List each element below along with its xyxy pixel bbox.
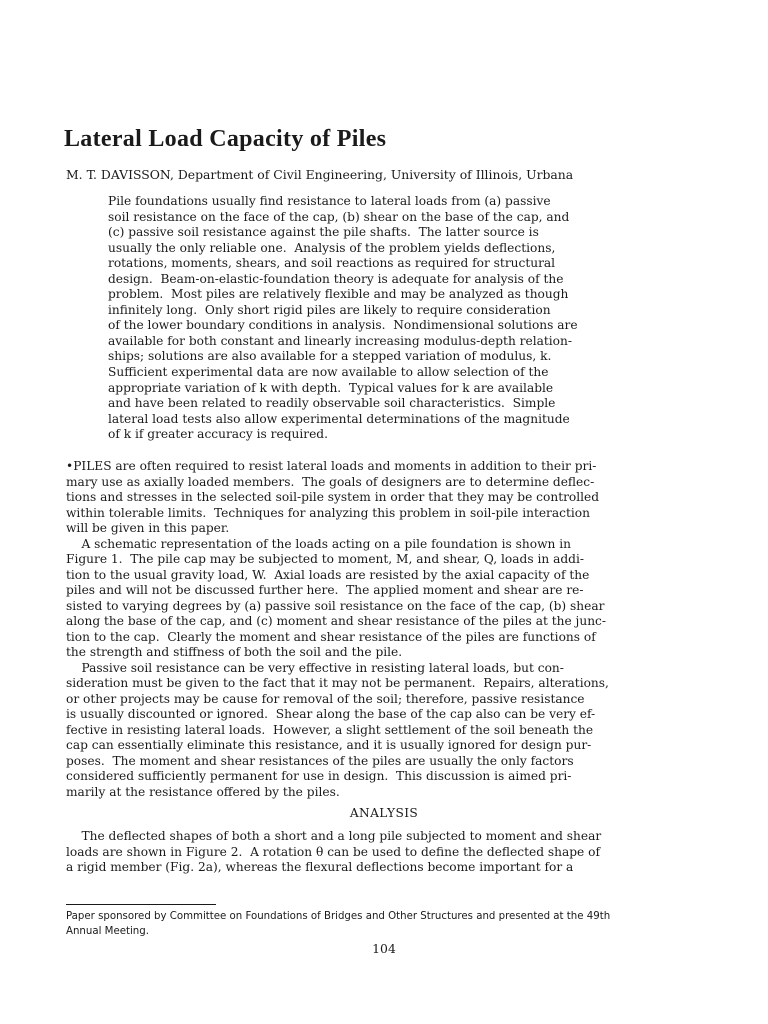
footnote-line: Paper sponsored by Committee on Foundations of Bridges and Other Structures and presented at the 49th xyxy=(66,911,611,922)
body-line: fective in resisting lateral loads. However, a slight settlement of the soil beneath the xyxy=(66,722,594,737)
body-line: cap can essentially eliminate this resistance, and it is usually ignored for design pur- xyxy=(66,738,592,752)
body-line: tions and stresses in the selected soil-pile system in order that they may be controlled xyxy=(66,490,600,504)
body-line: will be given in this paper. xyxy=(66,521,230,535)
abstract-line: soil resistance on the face of the cap, (b) shear on the base of the cap, and xyxy=(108,209,570,224)
body-line: within tolerable limits. Techniques for analyzing this problem in soil-pile interaction xyxy=(66,505,590,520)
body-line: A schematic representation of the loads acting on a pile foundation is shown in xyxy=(66,536,571,551)
body-line: considered sufficiently permanent for use in design. This discussion is aimed pri- xyxy=(66,769,572,783)
body-text xyxy=(66,459,702,800)
abstract-line: Pile foundations usually find resistance to lateral loads from (a) passive xyxy=(108,194,551,208)
abstract-line: problem. Most piles are relatively flexible and may be analyzed as though xyxy=(108,287,569,302)
abstract-line: lateral load tests also allow experimental determinations of the magnitude xyxy=(108,411,570,426)
abstract-line: available for both constant and linearly increasing modulus-depth relation- xyxy=(108,333,572,348)
abstract-line: and have been related to readily observable soil characteristics. Simple xyxy=(108,396,556,411)
abstract xyxy=(108,194,648,443)
body-line: Passive soil resistance can be very effective in resisting lateral loads, but con- xyxy=(66,660,564,675)
paper-title: Lateral Load Capacity of Piles xyxy=(64,126,387,152)
body-line: piles and will not be discussed further here. The applied moment and shear are re- xyxy=(66,583,584,597)
analysis-line: The deflected shapes of both a short and a long pile subjected to moment and shear xyxy=(66,829,602,843)
footnote-rule xyxy=(66,904,216,905)
abstract-line: rotations, moments, shears, and soil reactions as required for structural xyxy=(108,256,556,271)
body-line: sisted to varying degrees by (a) passive soil resistance on the face of the cap, (b) shear xyxy=(66,598,605,613)
abstract-line: design. Beam-on-elastic-foundation theory is adequate for analysis of the xyxy=(108,271,564,286)
section-heading: ANALYSIS xyxy=(349,806,419,820)
page-number: 104 xyxy=(372,941,396,956)
abstract-line: appropriate variation of k with depth. Typical values for k are available xyxy=(108,380,554,395)
analysis-text xyxy=(66,829,702,876)
body-line: mary use as axially loaded members. The goals of designers are to determine deflec- xyxy=(66,474,595,489)
body-line: the strength and stiffness of both the soil and the pile. xyxy=(66,645,403,659)
body-line: marily at the resistance offered by the piles. xyxy=(66,784,340,799)
abstract-line: of k if greater accuracy is required. xyxy=(108,427,328,442)
abstract-line: ships; solutions are also available for a stepped variation of modulus, k. xyxy=(108,349,552,364)
body-line: or other projects may be cause for removal of the soil; therefore, passive resistance xyxy=(66,691,585,706)
footnote-line: Annual Meeting. xyxy=(66,925,149,937)
body-line: Figure 1. The pile cap may be subjected to moment, M, and shear, Q, loads in addi- xyxy=(66,552,584,566)
body-line: is usually discounted or ignored. Shear along the base of the cap also can be very ef- xyxy=(66,707,596,721)
body-line: tion to the cap. Clearly the moment and shear resistance of the piles are functions of xyxy=(66,629,596,644)
body-line: sideration must be given to the fact that it may not be permanent. Repairs, alterations, xyxy=(66,676,609,690)
body-line: along the base of the cap, and (c) moment and shear resistance of the piles at the junc- xyxy=(66,614,606,628)
abstract-line: Sufficient experimental data are now available to allow selection of the xyxy=(108,365,549,380)
body-line: •PILES are often required to resist lateral loads and moments in addition to their pri- xyxy=(66,459,597,473)
abstract-line: of the lower boundary conditions in analysis. Nondimensional solutions are xyxy=(108,318,578,333)
author-byline: M. T. DAVISSON, Department of Civil Engineering, University of Illinois, Urbana xyxy=(66,167,574,182)
body-line: tion to the usual gravity load, W. Axial loads are resisted by the axial capacity of the xyxy=(66,567,590,582)
abstract-line: infinitely long. Only short rigid piles are likely to require consideration xyxy=(108,302,551,317)
analysis-line: a rigid member (Fig. 2a), whereas the flexural deflections become important for a xyxy=(66,860,574,874)
abstract-line: usually the only reliable one. Analysis of the problem yields deflections, xyxy=(108,240,556,255)
footnote xyxy=(66,910,706,939)
analysis-line: loads are shown in Figure 2. A rotation θ can be used to define the deflected shape of xyxy=(66,844,600,859)
abstract-line: (c) passive soil resistance against the pile shafts. The latter source is xyxy=(108,225,539,240)
body-line: poses. The moment and shear resistances of the piles are usually the only factors xyxy=(66,753,574,768)
